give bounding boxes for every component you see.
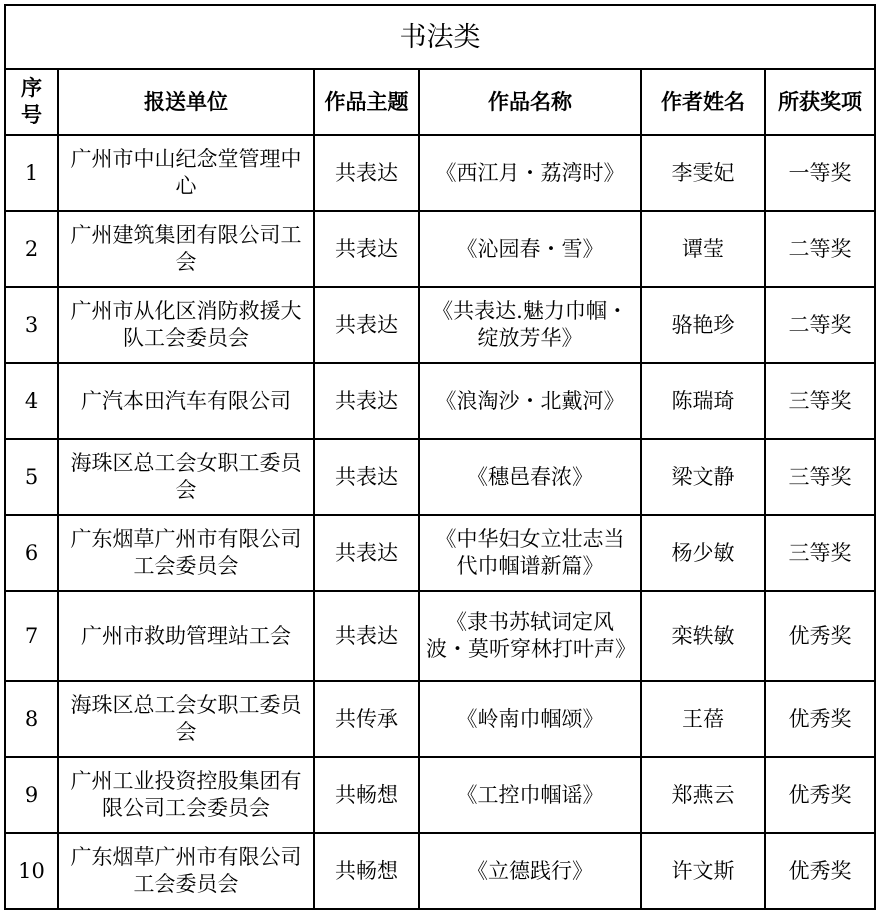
cell-theme: 共表达 — [314, 135, 419, 211]
cell-award: 三等奖 — [765, 363, 875, 439]
cell-unit: 广东烟草广州市有限公司工会委员会 — [58, 515, 314, 591]
cell-award: 二等奖 — [765, 287, 875, 363]
table-row — [5, 833, 875, 909]
cell-author: 陈瑞琦 — [641, 363, 765, 439]
cell-award: 优秀奖 — [765, 681, 875, 757]
cell-work: 《中华妇女立壮志当代巾帼谱新篇》 — [419, 515, 641, 591]
table-row — [5, 515, 875, 591]
cell-work: 《工控巾帼谣》 — [419, 757, 641, 833]
table-row — [5, 757, 875, 833]
cell-author: 栾轶敏 — [641, 591, 765, 681]
awards-table — [4, 4, 876, 910]
cell-award: 优秀奖 — [765, 591, 875, 681]
cell-unit: 广州市救助管理站工会 — [58, 591, 314, 681]
header-work: 作品名称 — [419, 69, 641, 135]
cell-author: 谭莹 — [641, 211, 765, 287]
cell-author: 许文斯 — [641, 833, 765, 909]
cell-work: 《共表达.魅力巾帼・绽放芳华》 — [419, 287, 641, 363]
header-theme: 作品主题 — [314, 69, 419, 135]
header-author: 作者姓名 — [641, 69, 765, 135]
table-row — [5, 135, 875, 211]
cell-work: 《西江月・荔湾时》 — [419, 135, 641, 211]
cell-theme: 共畅想 — [314, 833, 419, 909]
cell-work: 《穗邑春浓》 — [419, 439, 641, 515]
cell-theme: 共畅想 — [314, 757, 419, 833]
cell-award: 三等奖 — [765, 515, 875, 591]
cell-author: 李雯妃 — [641, 135, 765, 211]
cell-theme: 共表达 — [314, 211, 419, 287]
cell-author: 郑燕云 — [641, 757, 765, 833]
cell-index: 4 — [5, 363, 58, 439]
cell-index: 3 — [5, 287, 58, 363]
cell-theme: 共表达 — [314, 515, 419, 591]
cell-award: 三等奖 — [765, 439, 875, 515]
header-unit: 报送单位 — [58, 69, 314, 135]
header-row — [5, 69, 875, 135]
cell-work: 《立德践行》 — [419, 833, 641, 909]
cell-author: 梁文静 — [641, 439, 765, 515]
header-award: 所获奖项 — [765, 69, 875, 135]
cell-theme: 共表达 — [314, 439, 419, 515]
cell-unit: 广州建筑集团有限公司工会 — [58, 211, 314, 287]
cell-index: 2 — [5, 211, 58, 287]
cell-unit: 广州工业投资控股集团有限公司工会委员会 — [58, 757, 314, 833]
cell-work: 《隶书苏轼词定风波・莫听穿林打叶声》 — [419, 591, 641, 681]
cell-index: 9 — [5, 757, 58, 833]
cell-index: 8 — [5, 681, 58, 757]
cell-award: 一等奖 — [765, 135, 875, 211]
cell-index: 10 — [5, 833, 58, 909]
header-index: 序号 — [5, 69, 58, 135]
cell-index: 1 — [5, 135, 58, 211]
table-row — [5, 591, 875, 681]
table-row — [5, 439, 875, 515]
cell-unit: 海珠区总工会女职工委员会 — [58, 681, 314, 757]
cell-work: 《岭南巾帼颂》 — [419, 681, 641, 757]
cell-work: 《沁园春・雪》 — [419, 211, 641, 287]
cell-author: 杨少敏 — [641, 515, 765, 591]
cell-theme: 共表达 — [314, 287, 419, 363]
cell-index: 5 — [5, 439, 58, 515]
cell-award: 优秀奖 — [765, 757, 875, 833]
table-row — [5, 681, 875, 757]
cell-unit: 广州市中山纪念堂管理中心 — [58, 135, 314, 211]
cell-unit: 广东烟草广州市有限公司工会委员会 — [58, 833, 314, 909]
cell-theme: 共表达 — [314, 363, 419, 439]
table-row — [5, 287, 875, 363]
cell-theme: 共表达 — [314, 591, 419, 681]
table-row — [5, 363, 875, 439]
table-row — [5, 211, 875, 287]
table-title: 书法类 — [5, 5, 875, 69]
cell-unit: 广州市从化区消防救援大队工会委员会 — [58, 287, 314, 363]
cell-theme: 共传承 — [314, 681, 419, 757]
cell-award: 优秀奖 — [765, 833, 875, 909]
cell-unit: 广汽本田汽车有限公司 — [58, 363, 314, 439]
cell-author: 王蓓 — [641, 681, 765, 757]
cell-unit: 海珠区总工会女职工委员会 — [58, 439, 314, 515]
cell-author: 骆艳珍 — [641, 287, 765, 363]
cell-index: 7 — [5, 591, 58, 681]
cell-index: 6 — [5, 515, 58, 591]
cell-award: 二等奖 — [765, 211, 875, 287]
cell-work: 《浪淘沙・北戴河》 — [419, 363, 641, 439]
